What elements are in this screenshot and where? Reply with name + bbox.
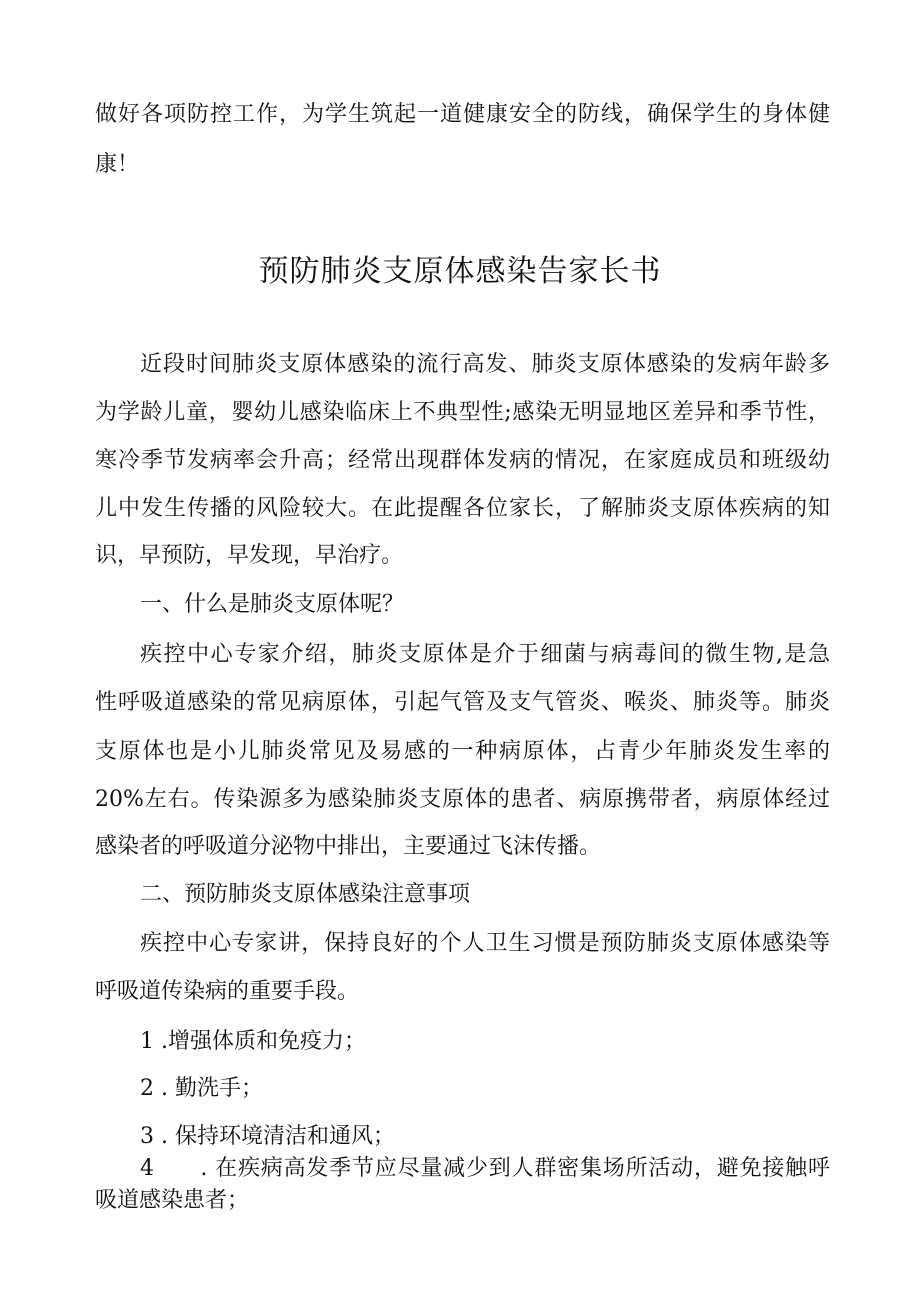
list-item-2: 2 . 勤洗手； <box>140 1076 263 1101</box>
section1-line-5: 感染者的呼吸道分泌物中排出，主要通过飞沫传播。 <box>95 834 602 859</box>
section1-line-2: 性呼吸道感染的常见病原体，引起气管及支气管炎、喉炎、肺炎等。肺炎 <box>95 690 830 715</box>
para1-line-2: 为学龄儿童，婴幼儿感染临床上不典型性;感染无明显地区差异和季节性， <box>95 400 830 425</box>
section2-heading: 二、预防肺炎支原体感染注意事项 <box>140 882 471 907</box>
list-item-4: 4 . 在疾病高发季节应尽量减少到人群密集场所活动，避免接触呼 <box>140 1156 830 1181</box>
list-item-4-continued: 吸道感染患者； <box>95 1188 250 1213</box>
section2-line-1: 疾控中心专家讲，保持良好的个人卫生习惯是预防肺炎支原体感染等 <box>140 931 830 956</box>
list-item-3: 3 . 保持环境清洁和通风； <box>140 1124 395 1149</box>
section1-line-4: 20%左右。传染源多为感染肺炎支原体的患者、病原携带者，病原体经过 <box>95 787 830 812</box>
list-item-1: 1 .增强体质和免疫力； <box>140 1029 366 1054</box>
section1-line-1: 疾控中心专家介绍，肺炎支原体是介于细菌与病毒间的微生物,是急 <box>140 642 830 667</box>
para1-line-5: 识，早预防，早发现，早治疗。 <box>95 543 404 568</box>
section2-line-2: 呼吸道传染病的重要手段。 <box>95 979 360 1004</box>
document-title: 预防肺炎支原体感染告家长书 <box>258 254 662 289</box>
para1-line-3: 寒冷季节发病率会升高；经常出现群体发病的情况，在家庭成员和班级幼 <box>95 448 830 473</box>
para1-line-4: 儿中发生传播的风险较大。在此提醒各位家长，了解肺炎支原体疾病的知 <box>95 496 830 521</box>
section1-heading: 一、什么是肺炎支原体呢？ <box>140 592 405 617</box>
intro-line-2: 康！ <box>95 152 140 177</box>
intro-line-1: 做好各项防控工作，为学生筑起一道健康安全的防线，确保学生的身体健 <box>95 102 830 127</box>
para1-line-1: 近段时间肺炎支原体感染的流行高发、肺炎支原体感染的发病年龄多 <box>140 352 830 377</box>
section1-line-3: 支原体也是小儿肺炎常见及易感的一种病原体，占青少年肺炎发生率的 <box>95 739 830 764</box>
